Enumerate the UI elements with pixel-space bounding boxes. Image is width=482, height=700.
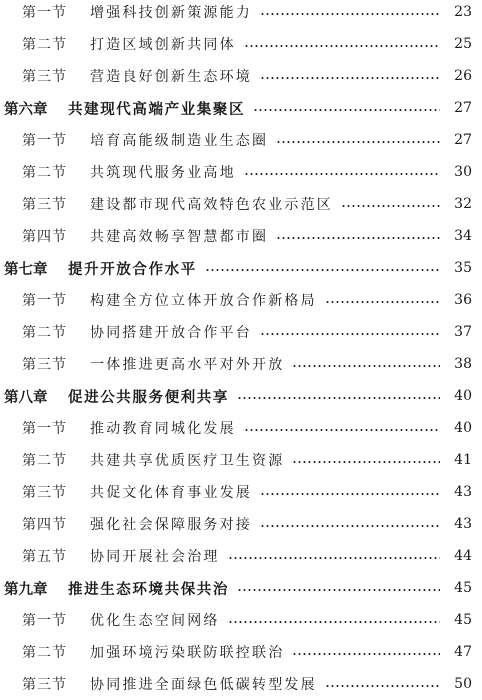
- dot-leader: [292, 653, 440, 655]
- toc-entry-section: [0, 512, 482, 536]
- dot-leader: [276, 141, 440, 143]
- toc-entry-chapter: [0, 576, 482, 600]
- entry-label: 第五节: [22, 549, 67, 565]
- entry-page-number: 26: [454, 68, 472, 84]
- toc-entry-section: [0, 672, 482, 696]
- entry-title: 共促文化体育事业发展: [90, 485, 252, 501]
- entry-label: 第四节: [22, 229, 67, 245]
- dot-leader: [237, 397, 440, 399]
- entry-page-number: 34: [454, 228, 472, 244]
- entry-label: 第七章: [4, 261, 48, 278]
- dot-leader: [276, 237, 440, 239]
- entry-page-number: 25: [454, 36, 472, 52]
- dot-leader: [292, 365, 440, 367]
- entry-label: 第二节: [22, 453, 67, 469]
- dot-leader: [260, 333, 440, 335]
- entry-title: 培育高能级制造业生态圈: [90, 133, 269, 149]
- entry-title: 协同搭建开放合作平台: [90, 325, 252, 341]
- entry-label: 第二节: [22, 645, 67, 661]
- entry-label: 第一节: [22, 133, 67, 149]
- entry-title: 推进生态环境共保共治: [68, 581, 229, 598]
- entry-label: 第二节: [22, 325, 67, 341]
- entry-title: 构建全方位立体开放合作新格局: [90, 293, 317, 309]
- entry-label: 第六章: [4, 101, 48, 118]
- dot-leader: [260, 77, 440, 79]
- entry-label: 第三节: [22, 677, 67, 693]
- dot-leader: [341, 205, 440, 207]
- entry-page-number: 47: [454, 644, 472, 660]
- entry-page-number: 37: [454, 324, 472, 340]
- dot-leader: [237, 589, 440, 591]
- entry-title: 增强科技创新策源能力: [90, 5, 252, 21]
- entry-title: 共建现代高端产业集聚区: [68, 101, 246, 118]
- entry-label: 第八章: [4, 389, 48, 406]
- entry-page-number: 36: [454, 292, 472, 308]
- entry-page-number: 30: [454, 164, 472, 180]
- toc-entry-section: [0, 640, 482, 664]
- dot-leader: [244, 45, 440, 47]
- entry-label: 第三节: [22, 69, 67, 85]
- toc-entry-chapter: [0, 384, 482, 408]
- toc-entry-section: [0, 544, 482, 568]
- entry-label: 第三节: [22, 485, 67, 501]
- entry-title: 协同开展社会治理: [90, 549, 220, 565]
- entry-label: 第一节: [22, 613, 67, 629]
- toc-entry-chapter: [0, 256, 482, 280]
- dot-leader: [253, 109, 440, 111]
- entry-title: 优化生态空间网络: [90, 613, 220, 629]
- toc-entry-section: [0, 288, 482, 312]
- entry-page-number: 43: [454, 484, 472, 500]
- entry-page-number: 27: [454, 132, 472, 148]
- toc-entry-section: [0, 448, 482, 472]
- dot-leader: [325, 685, 440, 687]
- toc-entry-section: [0, 64, 482, 88]
- dot-leader: [244, 429, 440, 431]
- toc-entry-section: [0, 352, 482, 376]
- entry-title: 促进公共服务便利共享: [68, 389, 229, 406]
- entry-title: 提升开放合作水平: [68, 261, 197, 278]
- entry-page-number: 45: [454, 612, 472, 628]
- entry-title: 一体推进更高水平对外开放: [90, 357, 285, 373]
- entry-page-number: 43: [454, 516, 472, 532]
- entry-page-number: 38: [454, 356, 472, 372]
- entry-label: 第九章: [4, 581, 48, 598]
- dot-leader: [244, 173, 440, 175]
- entry-page-number: 23: [454, 4, 472, 20]
- toc-entry-section: [0, 608, 482, 632]
- entry-label: 第四节: [22, 517, 67, 533]
- entry-page-number: 41: [454, 452, 472, 468]
- entry-page-number: 40: [454, 388, 472, 404]
- dot-leader: [228, 557, 440, 559]
- entry-page-number: 40: [454, 420, 472, 436]
- entry-title: 协同推进全面绿色低碳转型发展: [90, 677, 317, 693]
- toc-entry-section: [0, 416, 482, 440]
- toc-entry-section: [0, 0, 482, 24]
- entry-title: 打造区域创新共同体: [90, 37, 236, 53]
- dot-leader: [260, 525, 440, 527]
- entry-label: 第一节: [22, 293, 67, 309]
- entry-label: 第二节: [22, 165, 67, 181]
- toc-entry-section: [0, 160, 482, 184]
- entry-page-number: 27: [454, 100, 472, 116]
- entry-page-number: 44: [454, 548, 472, 564]
- entry-title: 推动教育同城化发展: [90, 421, 236, 437]
- dot-leader: [325, 301, 440, 303]
- entry-title: 建设都市现代高效特色农业示范区: [90, 197, 333, 213]
- dot-leader: [260, 493, 440, 495]
- entry-title: 共筑现代服务业高地: [90, 165, 236, 181]
- entry-title: 加强环境污染联防联控联治: [90, 645, 285, 661]
- entry-title: 营造良好创新生态环境: [90, 69, 252, 85]
- toc-entry-chapter: [0, 96, 482, 120]
- entry-page-number: 50: [454, 676, 472, 692]
- entry-page-number: 32: [454, 196, 472, 212]
- entry-title: 强化社会保障服务对接: [90, 517, 252, 533]
- entry-page-number: 45: [454, 580, 472, 596]
- toc-entry-section: [0, 128, 482, 152]
- entry-title: 共建高效畅享智慧都市圈: [90, 229, 269, 245]
- entry-label: 第三节: [22, 357, 67, 373]
- entry-label: 第一节: [22, 421, 67, 437]
- entry-label: 第三节: [22, 197, 67, 213]
- dot-leader: [205, 269, 440, 271]
- entry-label: 第二节: [22, 37, 67, 53]
- entry-label: 第一节: [22, 5, 67, 21]
- dot-leader: [292, 461, 440, 463]
- entry-page-number: 35: [454, 260, 472, 276]
- dot-leader: [260, 13, 440, 15]
- dot-leader: [228, 621, 440, 623]
- toc-entry-section: [0, 320, 482, 344]
- toc-entry-section: [0, 480, 482, 504]
- toc-entry-section: [0, 224, 482, 248]
- entry-title: 共建共享优质医疗卫生资源: [90, 453, 285, 469]
- toc-entry-section: [0, 192, 482, 216]
- toc-entry-section: [0, 32, 482, 56]
